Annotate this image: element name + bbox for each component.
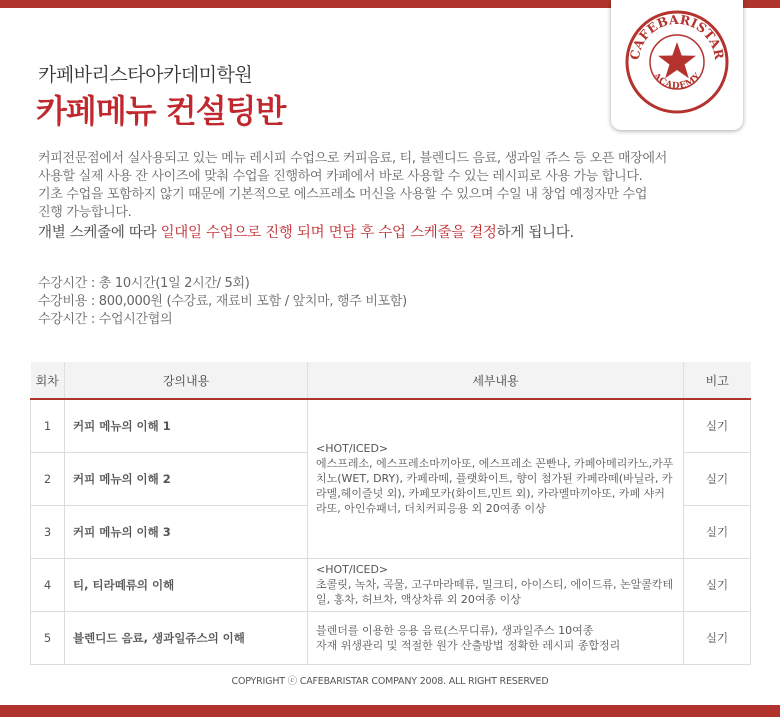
course-fee: 수강비용 : 800,000원 (수강료, 재료비 포함 / 앞치마, 행주 비포함) [38, 294, 407, 309]
emphasis-suffix: 하게 됩니다. [496, 225, 574, 241]
course-info [38, 275, 407, 329]
description-line: 커피전문점에서 실사용되고 있는 메뉴 레시피 수업으로 커피음료, 티, 블렌디드 음료, 생과일 쥬스 등 오픈 매장에서 [38, 151, 668, 166]
course-schedule: 수강시간 : 수업시간협의 [38, 312, 173, 327]
copyright-text: COPYRIGHT ⓒ CAFEBARISTAR COMPANY 2008. ALL RIGHT RESERVED [231, 676, 549, 687]
lecture-title: 커피 메뉴의 이해 2 [65, 452, 308, 505]
table-row [31, 611, 751, 664]
lecture-remark: 실기 [684, 611, 751, 664]
lecture-details: <HOT/ICED> 초콜릿, 녹차, 곡물, 고구마라떼류, 밀크티, 아이스티, 에이드류, 논알콜칵테일, 홍차, 허브차, 액상차류 외 20여종 이상 [308, 558, 684, 611]
table-row [31, 399, 751, 452]
lecture-title: 커피 메뉴의 이해 3 [65, 505, 308, 558]
session-number: 4 [31, 558, 65, 611]
lecture-remark: 실기 [684, 558, 751, 611]
academy-logo [611, 0, 743, 130]
course-description [38, 150, 738, 242]
academy-name: 카페바리스타아카데미학원 [38, 64, 253, 86]
lecture-remark: 실기 [684, 452, 751, 505]
lecture-title: 커피 메뉴의 이해 1 [65, 399, 308, 452]
logo-top-text: CAFEBARISTAR [626, 11, 728, 61]
lecture-title: 티, 티라떼류의 이해 [65, 558, 308, 611]
session-number: 2 [31, 452, 65, 505]
table-row [31, 558, 751, 611]
course-duration: 수강시간 : 총 10시간(1일 2시간/ 5회) [38, 276, 250, 291]
header-remark: 비고 [684, 362, 751, 399]
lecture-remark: 실기 [684, 505, 751, 558]
lecture-title: 블렌디드 음료, 생과일쥬스의 이해 [65, 611, 308, 664]
description-line: 진행 가능합니다. [38, 205, 132, 220]
lecture-details: <HOT/ICED> 에스프레소, 에스프레소마끼아또, 에스프레소 꼰빤나, 카페아메리카노,카푸치노(WET, DRY), 카페라떼, 플랫화이트, 향이 첨가된 카페라떼(바닐라, 카라멜,헤이즐넛 외), 카페모카(화이트,민트 외), 카라멜마끼아또, 카페 샤커라또, 아인슈패너, 더치커피응용 외 20여종 이상 [308, 399, 684, 558]
session-number: 3 [31, 505, 65, 558]
table-header-row [31, 362, 751, 399]
bottom-accent-bar [0, 705, 780, 717]
lecture-details: 블렌더를 이용한 응용 음료(스무디류), 생과일주스 10여종 자재 위생관리 및 적절한 원가 산출방법 정확한 레시피 종합정리 [308, 611, 684, 664]
emphasis-prefix: 개별 스케줄에 따라 [38, 225, 161, 241]
session-number: 1 [31, 399, 65, 452]
logo-bottom-text: ACADEMY [650, 71, 704, 92]
curriculum-table [30, 362, 751, 665]
logo-emblem [623, 8, 731, 116]
star-icon [658, 42, 696, 78]
description-line: 기초 수업을 포함하지 않기 때문에 기본적으로 에스프레소 머신을 사용할 수 있으며 수일 내 창업 예정자만 수업 [38, 187, 648, 202]
header-lecture: 강의내용 [65, 362, 308, 399]
description-line: 사용할 실제 사용 잔 사이즈에 맞춰 수업을 진행하여 카페에서 바로 사용할 수 있는 레시피로 사용 가능 합니다. [38, 169, 643, 184]
header-session: 회차 [31, 362, 65, 399]
description-emphasis [38, 224, 738, 242]
session-number: 5 [31, 611, 65, 664]
header-details: 세부내용 [308, 362, 684, 399]
lecture-remark: 실기 [684, 399, 751, 452]
page-title: 카페메뉴 컨설팅반 [36, 92, 286, 130]
emphasis-highlight: 일대일 수업으로 진행 되며 면담 후 수업 스케줄을 결정 [160, 225, 497, 241]
svg-text:ACADEMY [650, 71, 703, 92]
